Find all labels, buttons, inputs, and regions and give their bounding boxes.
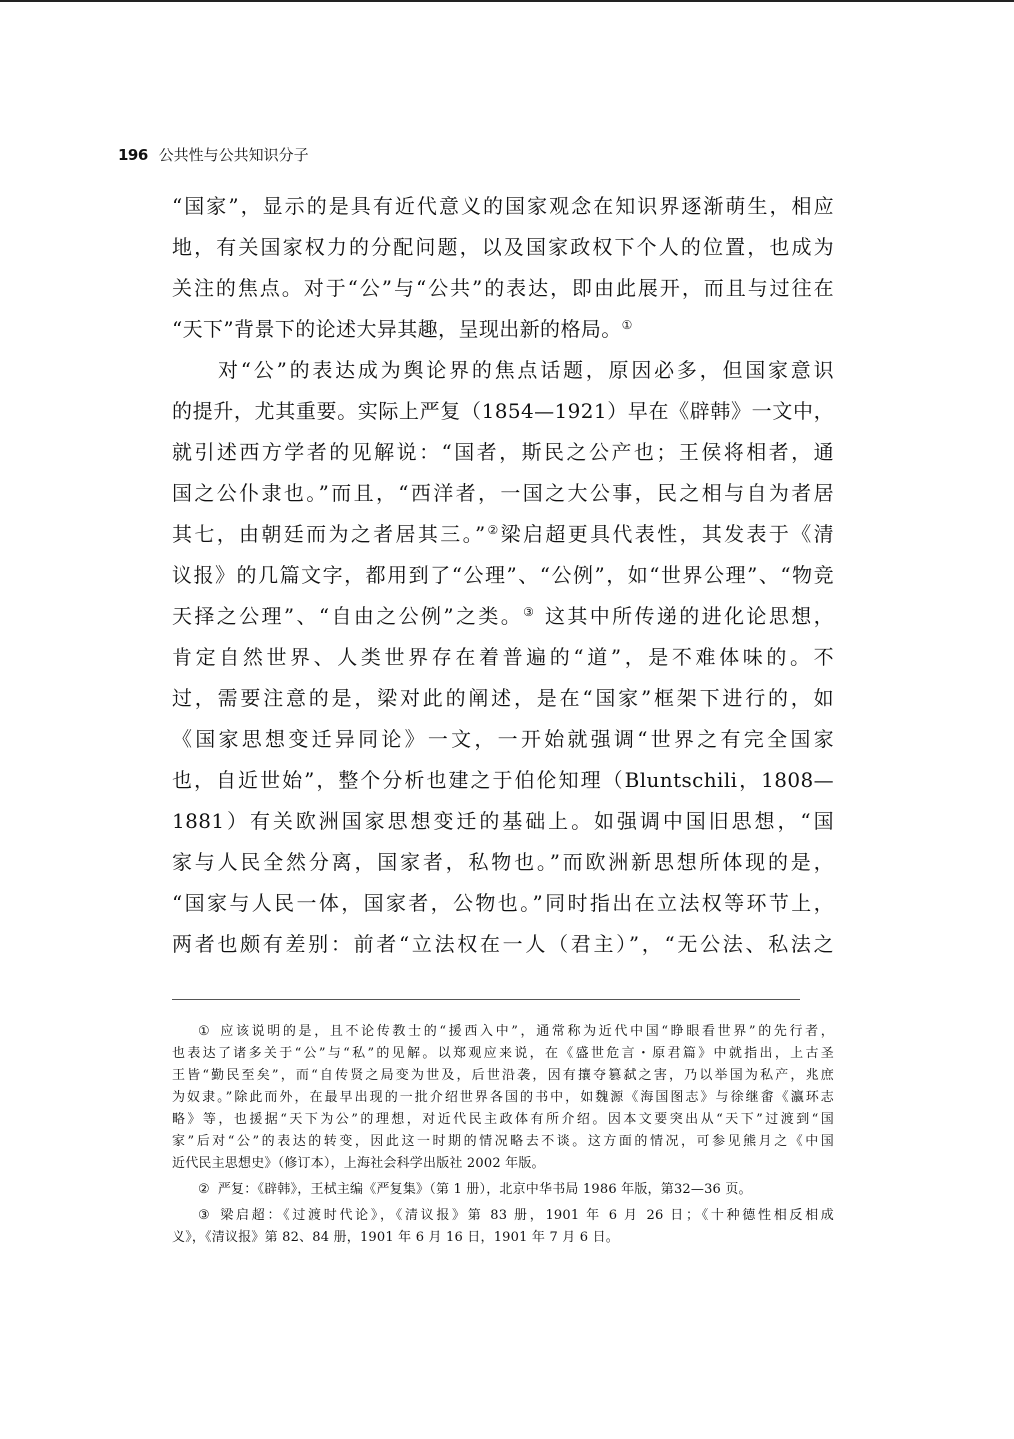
text-line: 的提升，尤其重要。实际上严复（1854—1921）早在《辟韩》一文中， <box>172 399 834 423</box>
text-segment: 其七，由朝廷而为之者居其三。” <box>172 522 486 546</box>
text-line: 1881）有关欧洲国家思想变迁的基础上。如强调中国旧思想，“国 <box>172 809 834 833</box>
footnote-line: 义》，《清议报》第 82、84 册，1901 年 6 月 16 日，1901 年 7 月 6 日。 <box>172 1230 619 1245</box>
footnote-line: 王皆“勤民至矣”，而“自传贤之局变为世及，后世沿袭，因有攘夺篡弑之害，乃以举国为私产，兆庶 <box>172 1068 834 1083</box>
text-line: 《国家思想变迁异同论》一文，一开始就强调“世界之有完全国家 <box>172 727 834 751</box>
text-segment: “天下”背景下的论述大异其趣，呈现出新的格局。 <box>172 317 622 341</box>
footnotes <box>172 1021 834 1249</box>
footnote-3 <box>172 1205 834 1227</box>
text-line: 关注的焦点。对于“公”与“公共”的表达，即由此展开，而且与过往在 <box>172 276 834 300</box>
footnote-ref-3[interactable]: ③ <box>523 605 537 619</box>
text-line: 家与人民全然分离，国家者，私物也。”而欧洲新思想所体现的是， <box>172 850 834 874</box>
text-segment: 梁启超更具代表性，其发表于《清 <box>500 522 834 546</box>
footnote-line: 梁启超：《过渡时代论》，《清议报》第 83 册，1901 年 6 月 26 日；《十种德性相反相成 <box>220 1208 834 1223</box>
footnote-3-mark: ③ <box>198 1208 213 1223</box>
book-title: 公共性与公共知识分子 <box>158 146 309 164</box>
footnote-2-mark: ② <box>198 1182 210 1197</box>
footnote-divider <box>172 999 800 1000</box>
text-line: 对“公”的表达成为舆论界的焦点话题，原因必多，但国家意识 <box>218 358 834 382</box>
text-line <box>172 596 834 637</box>
text-line: 议报》的几篇文字，都用到了“公理”、“公例”，如“世界公理”、“物竞 <box>172 563 834 587</box>
running-header <box>118 144 309 165</box>
footnote-ref-1[interactable]: ① <box>621 318 633 332</box>
footnote-line: 近代民主思想史》（修订本），上海社会科学出版社 2002 年版。 <box>172 1156 545 1171</box>
footnote-ref-2[interactable]: ② <box>485 523 501 537</box>
main-text <box>172 186 834 965</box>
footnote-line: 也表达了诸多关于“公”与“私”的见解。以郑观应来说，在《盛世危言・原君篇》中就指出，上古圣 <box>172 1046 834 1061</box>
text-line: 也，自近世始”，整个分析也建之于伯伦知理（Bluntschili，1808— <box>172 768 834 792</box>
footnote-line: 应该说明的是，且不论传教士的“援西入中”，通常称为近代中国“睁眼看世界”的先行者， <box>220 1024 834 1039</box>
top-border-rule <box>0 0 1014 2</box>
footnote-1 <box>172 1021 834 1043</box>
text-line: “国家与人民一体，国家者，公物也。”同时指出在立法权等环节上， <box>172 891 834 915</box>
text-line: 两者也颇有差别：前者“立法权在一人（君主）”，“无公法、私法之 <box>172 932 834 956</box>
footnote-line: 略》等，也援据“天下为公”的理想，对近代民主政体有所介绍。因本文要突出从“天下”过渡到“国 <box>172 1112 834 1127</box>
text-line: 国之公仆隶也。”而且，“西洋者，一国之大公事，民之相与自为者居 <box>172 481 834 505</box>
text-line: 地，有关国家权力的分配问题，以及国家政权下个人的位置，也成为 <box>172 235 834 259</box>
page-number: 196 <box>118 146 148 164</box>
text-line: 就引述西方学者的见解说：“国者，斯民之公产也；王侯将相者，通 <box>172 440 834 464</box>
footnote-line: 严复：《辟韩》，王栻主编《严复集》（第 1 册），北京中华书局 1986 年版，第32—36 页。 <box>217 1182 752 1197</box>
footnote-line: 为奴隶。”除此而外，在最早出现的一批介绍世界各国的书中，如魏源《海国图志》与徐继畬《瀛环志 <box>172 1090 834 1105</box>
text-segment: 这其中所传递的进化论思想， <box>536 604 834 628</box>
text-line <box>172 309 834 350</box>
footnote-line: 家”后对“公”的表达的转变，因此这一时期的情况略去不谈。这方面的情况，可参见熊月之《中国 <box>172 1134 834 1149</box>
footnote-1-mark: ① <box>198 1024 213 1039</box>
footnote-2 <box>172 1179 834 1201</box>
text-line: 肯定自然世界、人类世界存在着普遍的“道”，是不难体味的。不 <box>172 645 834 669</box>
text-segment: 天择之公理”、“自由之公例”之类。 <box>172 604 524 628</box>
text-line: “国家”，显示的是具有近代意义的国家观念在知识界逐渐萌生，相应 <box>172 194 834 218</box>
text-line: 过，需要注意的是，梁对此的阐述，是在“国家”框架下进行的，如 <box>172 686 834 710</box>
text-line <box>172 514 834 555</box>
